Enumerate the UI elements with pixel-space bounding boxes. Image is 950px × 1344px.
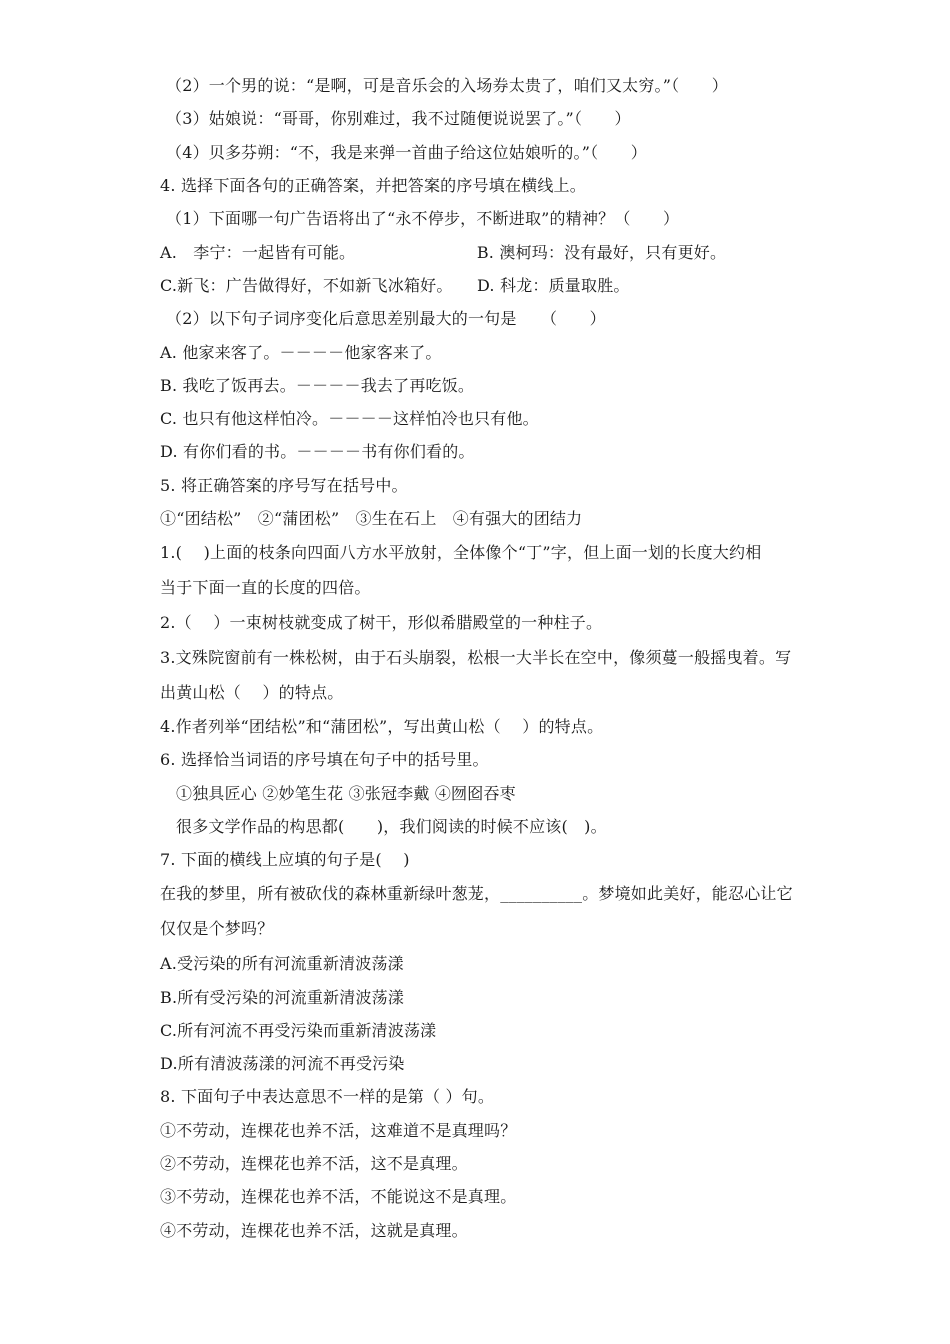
- question-heading: 6. 选择恰当词语的序号填在句子中的括号里。: [160, 750, 489, 769]
- text-line: 2.（ ）一束树枝就变成了树干，形似希腊殿堂的一种柱子。: [160, 613, 603, 632]
- text-line: 仅仅是个梦吗？: [160, 919, 274, 938]
- text-line: 当于下面一直的长度的四倍。: [160, 578, 371, 597]
- text-line: 出黄山松（ ）的特点。: [160, 683, 344, 702]
- question-heading: 5. 将正确答案的序号写在括号中。: [160, 476, 408, 495]
- text-line: D. 有你们看的书。－－－－书有你们看的。: [160, 442, 475, 461]
- text-line: （3）姑娘说：“哥哥，你别难过，我不过随便说说罢了。”（ ）: [166, 109, 631, 128]
- text-line: 1.( )上面的枝条向四面八方水平放射，全体像个“丁”字，但上面一划的长度大约相: [160, 543, 762, 562]
- text-line: ①不劳动，连棵花也养不活，这难道不是真理吗？: [160, 1121, 517, 1140]
- text-line: A.受污染的所有河流重新清波荡漾: [160, 954, 404, 973]
- text-line: ①独具匠心 ②妙笔生花 ③张冠李戴 ④囫囵吞枣: [176, 784, 516, 803]
- text-line: A. 他家来客了。－－－－他家客来了。: [160, 343, 442, 362]
- text-line: 很多文学作品的构思都( )，我们阅读的时候不应该( )。: [176, 817, 607, 836]
- text-line: ④不劳动，连棵花也养不活，这就是真理。: [160, 1221, 468, 1240]
- question-heading: 8. 下面句子中表达意思不一样的是第（ ）句。: [160, 1087, 495, 1106]
- text-line: C.所有河流不再受污染而重新清波荡漾: [160, 1021, 437, 1040]
- text-line: （4）贝多芬朔：“不，我是来弹一首曲子给这位姑娘听的。”（ ）: [166, 143, 647, 162]
- text-line: 4.作者列举“团结松”和“蒲团松”，写出黄山松（ ）的特点。: [160, 717, 604, 736]
- text-line: （1）下面哪一句广告语将出了“永不停步，不断进取”的精神？（ ）: [166, 209, 680, 228]
- question-heading: 4. 选择下面各句的正确答案，并把答案的序号填在横线上。: [160, 176, 586, 195]
- text-line: 在我的梦里，所有被砍伐的森林重新绿叶葱茏，__________。梦境如此美好，能忍心让它: [160, 884, 793, 903]
- text-line: B. 我吃了饭再去。－－－－我去了再吃饭。: [160, 376, 475, 395]
- text-line: ③不劳动，连棵花也养不活，不能说这不是真理。: [160, 1187, 517, 1206]
- text-line: 3.文殊院窗前有一株松树，由于石头崩裂，松根一大半长在空中，像须蔓一般摇曳着。写: [160, 648, 792, 667]
- text-line: C.新飞：广告做得好，不如新飞冰箱好。 D. 科龙：质量取胜。: [160, 276, 630, 295]
- text-line: A. 李宁：一起皆有可能。 B. 澳柯玛：没有最好，只有更好。: [160, 243, 727, 262]
- text-line: ②不劳动，连棵花也养不活，这不是真理。: [160, 1154, 468, 1173]
- text-line: D.所有清波荡漾的河流不再受污染: [160, 1054, 405, 1073]
- text-line: B.所有受污染的河流重新清波荡漾: [160, 988, 405, 1007]
- question-heading: 7. 下面的横线上应填的句子是( ): [160, 850, 410, 869]
- text-line: ①“团结松” ②“蒲团松” ③生在石上 ④有强大的团结力: [160, 509, 583, 528]
- text-line: （2）以下句子词序变化后意思差别最大的一句是 （ ）: [166, 309, 606, 328]
- text-line: C. 也只有他这样怕冷。－－－－这样怕冷也只有他。: [160, 409, 539, 428]
- text-line: （2）一个男的说：“是啊，可是音乐会的入场券太贵了，咱们又太穷。”（ ）: [166, 76, 728, 95]
